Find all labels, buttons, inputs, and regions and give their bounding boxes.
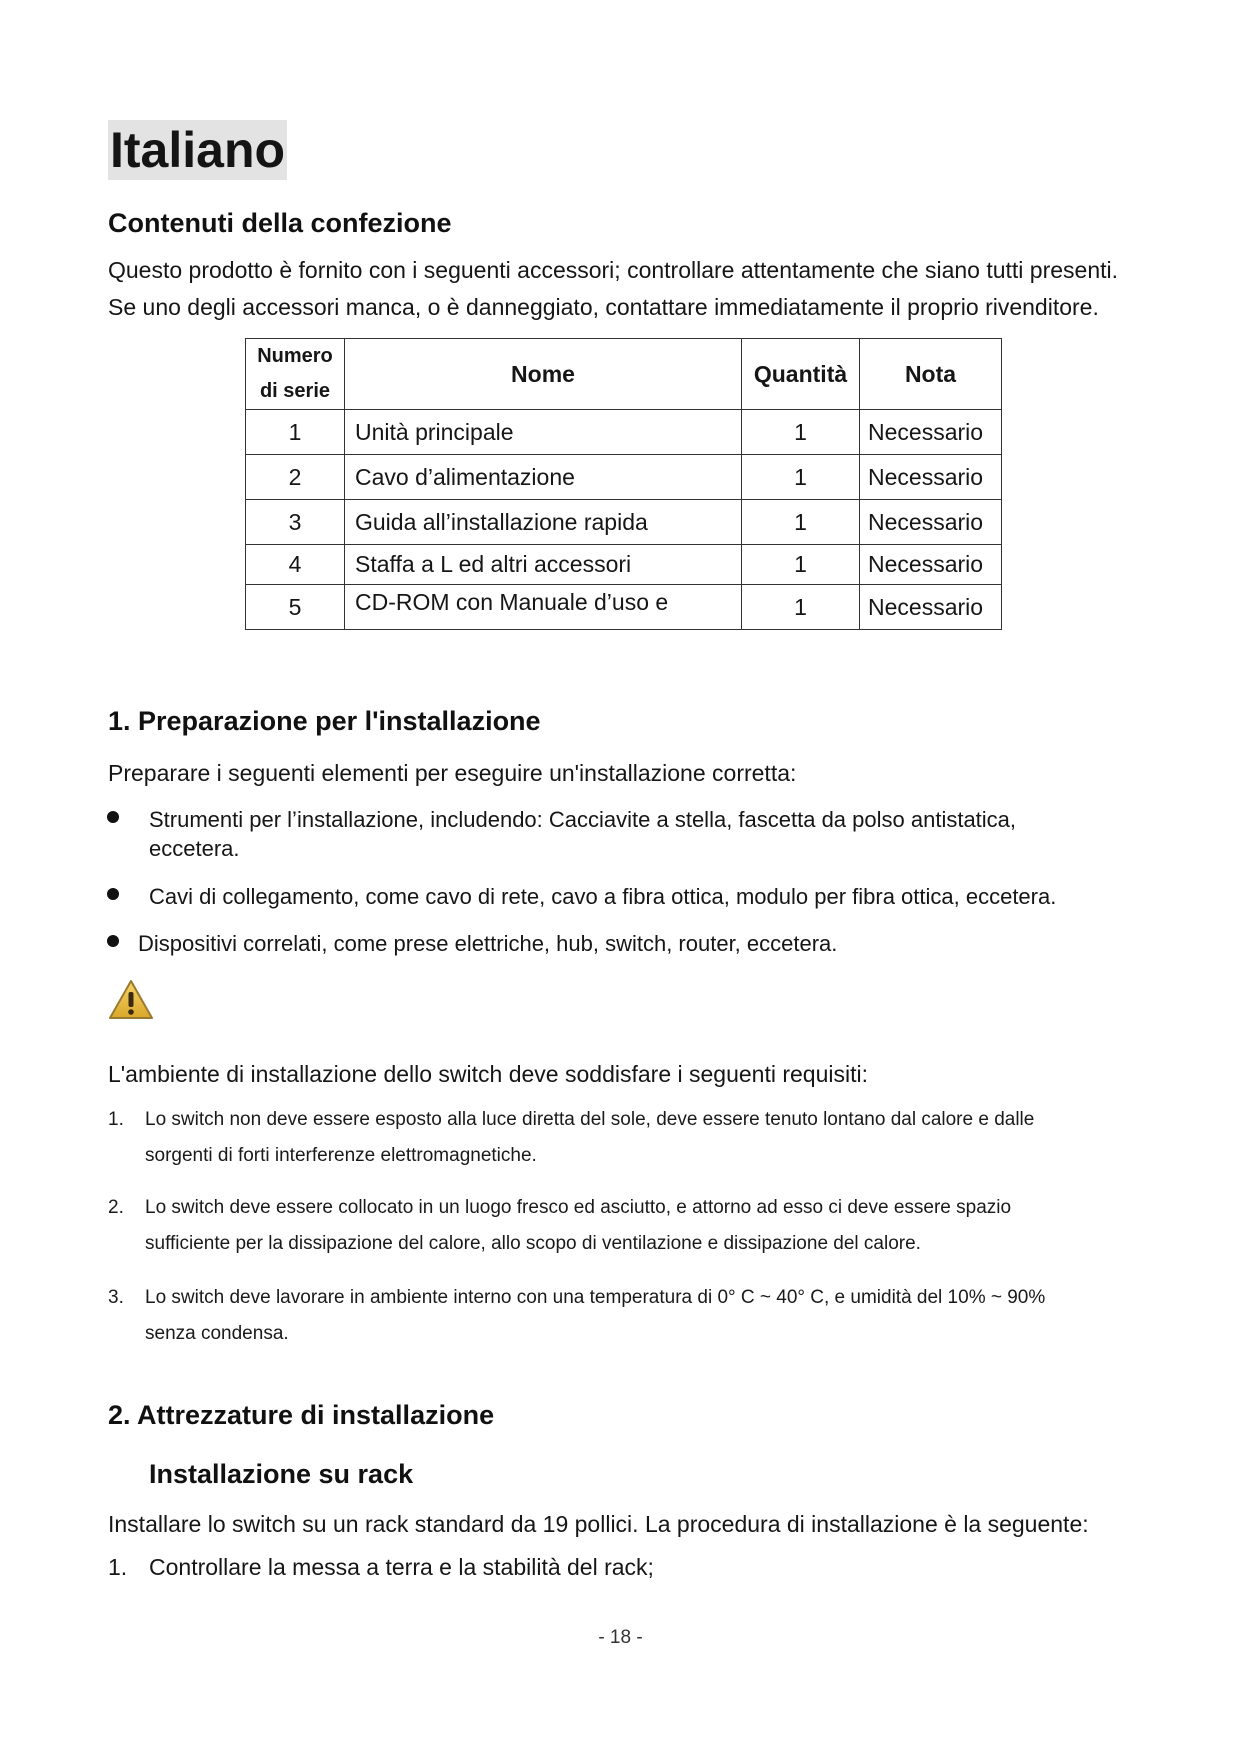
cell-number: 2 bbox=[246, 455, 345, 500]
requirement-item bbox=[145, 1190, 1011, 1262]
page-title: Italiano bbox=[110, 122, 286, 178]
section-2-subheading: Installazione su rack bbox=[149, 1459, 414, 1489]
package-contents-table bbox=[245, 338, 1002, 630]
table-row bbox=[246, 545, 1002, 585]
header-serial-line-1: Numero bbox=[257, 345, 333, 367]
header-quantity: Quantità bbox=[742, 339, 860, 410]
warning-triangle-icon bbox=[107, 978, 155, 1022]
bullet-item-line-2: eccetera. bbox=[149, 836, 240, 861]
cell-quantity: 1 bbox=[742, 500, 860, 545]
section-1-intro: Preparare i seguenti elementi per eseguire un'installazione corretta: bbox=[108, 760, 797, 786]
requirement-line-1: Lo switch deve lavorare in ambiente interno con una temperatura di 0° C ~ 40° C, e umidità del 10% ~ 90% bbox=[145, 1287, 1046, 1308]
cell-name: Unità principale bbox=[345, 410, 742, 455]
table-row bbox=[246, 585, 1002, 630]
section-1-heading: 1. Preparazione per l'installazione bbox=[108, 706, 541, 736]
cell-name: CD-ROM con Manuale d’uso e bbox=[345, 585, 742, 630]
cell-quantity: 1 bbox=[742, 545, 860, 585]
contents-intro-line-2: Se uno degli accessori manca, o è danneggiato, contattare immediatamente il proprio rivenditore. bbox=[108, 294, 1099, 320]
step-number: 1. bbox=[108, 1554, 128, 1580]
bullet-item bbox=[138, 929, 837, 958]
requirement-item bbox=[145, 1102, 1034, 1174]
header-serial-number bbox=[246, 339, 345, 410]
cell-number: 3 bbox=[246, 500, 345, 545]
cell-name: Staffa a L ed altri accessori bbox=[345, 545, 742, 585]
requirements-intro: L'ambiente di installazione dello switch deve soddisfare i seguenti requisiti: bbox=[108, 1061, 868, 1087]
page-number: - 18 - bbox=[598, 1627, 643, 1648]
bullet-dot bbox=[107, 888, 119, 900]
cell-number: 4 bbox=[246, 545, 345, 585]
requirement-line-2: sufficiente per la dissipazione del calore, allo scopo di ventilazione e dissipazione del calore. bbox=[145, 1233, 921, 1254]
bullet-item-line-1: Strumenti per l’installazione, includendo: Cacciavite a stella, fascetta da polso antistatica, bbox=[149, 807, 1017, 832]
requirement-number: 3. bbox=[108, 1287, 124, 1308]
contents-heading: Contenuti della confezione bbox=[108, 208, 452, 238]
requirement-line-2: sorgenti di forti interferenze elettromagnetiche. bbox=[145, 1145, 537, 1166]
bullet-dot bbox=[107, 811, 119, 823]
cell-note: Necessario bbox=[860, 585, 1002, 630]
requirement-line-2: senza condensa. bbox=[145, 1323, 289, 1344]
section-2-heading: 2. Attrezzature di installazione bbox=[108, 1400, 495, 1430]
contents-intro-line-1: Questo prodotto è fornito con i seguenti accessori; controllare attentamente che siano tutti presenti. bbox=[108, 257, 1119, 283]
cell-name: Cavo d’alimentazione bbox=[345, 455, 742, 500]
requirement-number: 1. bbox=[108, 1109, 124, 1130]
cell-name: Guida all’installazione rapida bbox=[345, 500, 742, 545]
step-text: Controllare la messa a terra e la stabilità del rack; bbox=[149, 1554, 654, 1580]
header-note: Nota bbox=[860, 339, 1002, 410]
section-2-intro: Installare lo switch su un rack standard da 19 pollici. La procedura di installazione è la seguente: bbox=[108, 1511, 1089, 1537]
requirement-line-1: Lo switch deve essere collocato in un luogo fresco ed asciutto, e attorno ad esso ci deve essere spazio bbox=[145, 1197, 1012, 1218]
cell-note: Necessario bbox=[860, 500, 1002, 545]
bullet-item bbox=[149, 805, 1016, 863]
bullet-item-line-1: Cavi di collegamento, come cavo di rete, cavo a fibra ottica, modulo per fibra ottica, eccetera. bbox=[149, 884, 1057, 909]
header-name: Nome bbox=[345, 339, 742, 410]
cell-number: 1 bbox=[246, 410, 345, 455]
cell-quantity: 1 bbox=[742, 410, 860, 455]
cell-number: 5 bbox=[246, 585, 345, 630]
bullet-dot bbox=[107, 935, 119, 947]
table-row bbox=[246, 410, 1002, 455]
cell-note: Necessario bbox=[860, 410, 1002, 455]
cell-note: Necessario bbox=[860, 545, 1002, 585]
requirement-item bbox=[145, 1280, 1045, 1352]
cell-note: Necessario bbox=[860, 455, 1002, 500]
bullet-item bbox=[149, 882, 1056, 911]
cell-quantity: 1 bbox=[742, 455, 860, 500]
table-row bbox=[246, 500, 1002, 545]
cell-quantity: 1 bbox=[742, 585, 860, 630]
requirement-number: 2. bbox=[108, 1197, 124, 1218]
table-header-row bbox=[246, 339, 1002, 410]
bullet-item-line-1: Dispositivi correlati, come prese elettriche, hub, switch, router, eccetera. bbox=[138, 931, 838, 956]
table-row bbox=[246, 455, 1002, 500]
requirement-line-1: Lo switch non deve essere esposto alla luce diretta del sole, deve essere tenuto lontano dal calore e dalle bbox=[145, 1109, 1035, 1130]
header-serial-line-2: di serie bbox=[259, 380, 331, 402]
